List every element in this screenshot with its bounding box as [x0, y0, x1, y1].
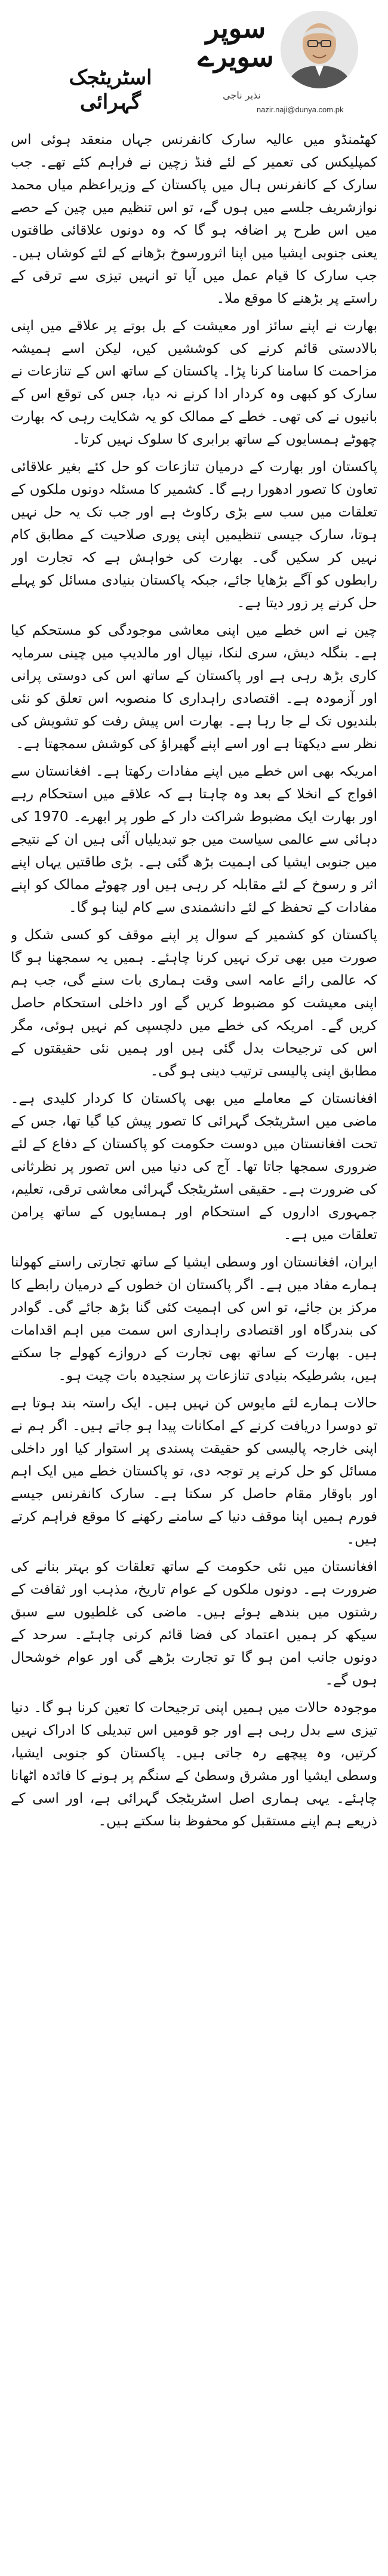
- article-paragraph: افغانستان میں نئی حکومت کے ساتھ تعلقات کو بہتر بنانے کی ضرورت ہے۔ دونوں ملکوں کے عوام تاریخ، مذہب اور ثقافت کے رشتوں میں بندھے ہوئے ہیں۔ ماضی کی غلطیوں سے سبق سیکھ کر ہمیں اعتماد کی فضا قائم کرنی چاہئے۔ سرحد کے دونوں جانب امن ہو گا تو تجارت بڑھے گی اور عوام خوشحال ہوں گے۔: [11, 1559, 377, 1688]
- article-paragraph: افغانستان کے معاملے میں بھی پاکستان کا کردار کلیدی ہے۔ ماضی میں اسٹریٹجک گہرائی کا تصور پیش کیا گیا تھا، جس کے تحت افغانستان میں دوست حکومت کو پاکستان کے دفاع کے لئے ضروری سمجھا جاتا تھا۔ آج کی دنیا میں اس تصور پر نظرثانی کی ضرورت ہے۔ حقیقی اسٹریٹجک گہرائی معاشی ترقی، تعلیم، جمہوری اداروں کے استحکام اور ہمسایوں کے ساتھ پرامن تعلقات میں ہے۔: [11, 1091, 377, 1243]
- writer-portrait-icon: [281, 11, 358, 88]
- column-name-line2: سویرے: [198, 41, 274, 73]
- column-header: [0, 0, 388, 119]
- writer-name: نذیر ناجی: [223, 90, 261, 101]
- article-body: [11, 128, 377, 2571]
- article-paragraph: امریکہ بھی اس خطے میں اپنے مفادات رکھتا ہے۔ افغانستان سے افواج کے انخلا کے بعد وہ چاہتا ہے کہ علاقے میں استحکام رہے اور بھارت ایک مضبوط شراکت دار کے طور پر ابھرے۔ 1970 کی دہائی سے عالمی سیاست میں جو تبدیلیاں آئی ہیں ان کے نتیجے میں جنوبی ایشیا کی اہمیت بڑھ گئی ہے۔ بڑی طاقتیں یہاں اپنے اثر و رسوخ کے لئے مقابلہ کر رہی ہیں اور چھوٹے ممالک کو اپنے مفادات کے تحفظ کے لئے دانشمندی سے کام لینا ہو گا۔: [11, 764, 377, 915]
- article-paragraph: پاکستان اور بھارت کے درمیان تنازعات کو حل کئے بغیر علاقائی تعاون کا تصور ادھورا رہے گا۔ کشمیر کا مسئلہ دونوں ملکوں کے تعلقات میں سب سے بڑی رکاوٹ ہے اور جب تک یہ حل نہیں ہوتا، سارک جیسی تنظیمیں اپنی پوری صلاحیت کے مطابق کام نہیں کر سکیں گی۔ بھارت کی خواہش ہے کہ تجارت اور رابطوں کو آگے بڑھایا جائے، جبکہ پاکستان بنیادی مسائل کو پہلے حل کرنے پر زور دیتا ہے۔: [11, 459, 377, 611]
- article-paragraph: پاکستان کو کشمیر کے سوال پر اپنے موقف کو کسی شکل و صورت میں بھی ترک نہیں کرنا چاہئے۔ ہمیں یہ سمجھنا ہو گا کہ عالمی رائے عامہ اسی وقت ہماری بات سنے گی، جب ہم اپنی معیشت کو مضبوط کریں گے اور داخلی استحکام حاصل کریں گے۔ امریکہ کی خطے میں دلچسپی کم نہیں ہوئی، مگر اس کی ترجیحات بدل گئی ہیں اور ہمیں نئی حقیقتوں کے مطابق اپنی پالیسی ترتیب دینی ہو گی۔: [11, 927, 377, 1079]
- article-paragraph: موجودہ حالات میں ہمیں اپنی ترجیحات کا تعین کرنا ہو گا۔ دنیا تیزی سے بدل رہی ہے اور جو قومیں اس تبدیلی کا ادراک نہیں کرتیں، وہ پیچھے رہ جاتی ہیں۔ پاکستان کو جنوبی ایشیا، وسطی ایشیا اور مشرق وسطیٰ کے سنگم پر ہونے کا فائدہ اٹھانا چاہئے۔ یہی ہماری اصل اسٹریٹجک گہرائی ہے، اور اسی کے ذریعے ہم اپنے مستقبل کو محفوظ بنا سکتے ہیں۔: [11, 1700, 377, 1829]
- column-name-line1: سوپر: [205, 12, 266, 44]
- article-paragraph: ایران، افغانستان اور وسطی ایشیا کے ساتھ تجارتی راستے کھولنا ہمارے مفاد میں ہے۔ اگر پاکستان ان خطوں کے درمیان رابطے کا مرکز بن جائے، تو اس کی اہمیت کئی گنا بڑھ جائے گی۔ گوادر کی بندرگاہ اور اقتصادی راہداری اس سمت میں اہم اقدامات ہیں۔ بھارت کے ساتھ بھی تجارت کے دروازے کھولے جا سکتے ہیں، بشرطیکہ بنیادی تنازعات پر سنجیدہ بات چیت ہو۔: [11, 1255, 377, 1384]
- writer-email: nazir.naji@dunya.com.pk: [257, 105, 344, 114]
- article-paragraph: کھٹمنڈو میں عالیہ سارک کانفرنس جہاں منعقد ہوئی اس کمپلیکس کی تعمیر کے لئے فنڈ زچین نے فراہم کئے تھے۔ جب سارک کے کانفرنس ہال میں پاکستان کے وزیراعظم میاں محمد نوازشریف جلسے میں ہوں گے، تو اس تنظیم میں چین کے حصے میں اس طرح پر اضافہ ہو گا کہ وہ دونوں علاقائی طاقتوں یعنی جنوبی ایشیا میں اپنا اثرورسوخ بڑھانے کے لئے کوشاں ہیں۔ جب سارک کا قیام عمل میں آیا تو انہیں تیزی سے ترقی کے راستے پر بڑھنے کا موقع ملا۔: [11, 132, 377, 306]
- article-paragraph: بھارت نے اپنے سائز اور معیشت کے بل بوتے پر علاقے میں اپنی بالادستی قائم کرنے کی کوششیں کیں، لیکن اسے ہمیشہ مزاحمت کا سامنا کرنا پڑا۔ پاکستان کے ساتھ اس کے تنازعات نے سارک کو کبھی وہ کردار ادا کرنے نہ دیا، جس کی توقع اس کے بانیوں نے کی تھی۔ خطے کے ممالک کو یہ شکایت رہی کہ بھارت چھوٹے ہمسایوں کے ساتھ برابری کا سلوک نہیں کرتا۔: [11, 318, 377, 447]
- column-logo: [197, 12, 275, 84]
- article-paragraph: حالات ہمارے لئے مایوس کن نہیں ہیں۔ ایک راستہ بند ہوتا ہے تو دوسرا دریافت کرنے کے امکانات پیدا ہو جاتے ہیں۔ اگر ہم نے اپنی خارجہ پالیسی کو حقیقت پسندی پر استوار کیا اور داخلی مسائل کو حل کرنے پر توجہ دی، تو پاکستان خطے میں ایک اہم اور باوقار مقام حاصل کر سکتا ہے۔ سارک کانفرنس جیسے فورم ہمیں اپنا موقف دنیا کے سامنے رکھنے کا موقع فراہم کرتے ہیں۔: [11, 1395, 377, 1547]
- article-title: اسٹریٹجک گہرائی: [69, 66, 152, 114]
- writer-portrait: [281, 11, 358, 88]
- article-paragraph: چین نے اس خطے میں اپنی معاشی موجودگی کو مستحکم کیا ہے۔ بنگلہ دیش، سری لنکا، نیپال اور مالدیپ میں چینی سرمایہ کاری بڑھ رہی ہے اور پاکستان کے ساتھ اس کی دوستی پرانی اور آزمودہ ہے۔ اقتصادی راہداری کا منصوبہ اس تعلق کو نئی بلندیوں تک لے جا رہا ہے۔ بھارت اس پیش رفت کو تشویش کی نظر سے دیکھتا ہے اور اسے اپنے گھیراؤ کی کوشش سمجھتا ہے۔: [11, 623, 377, 752]
